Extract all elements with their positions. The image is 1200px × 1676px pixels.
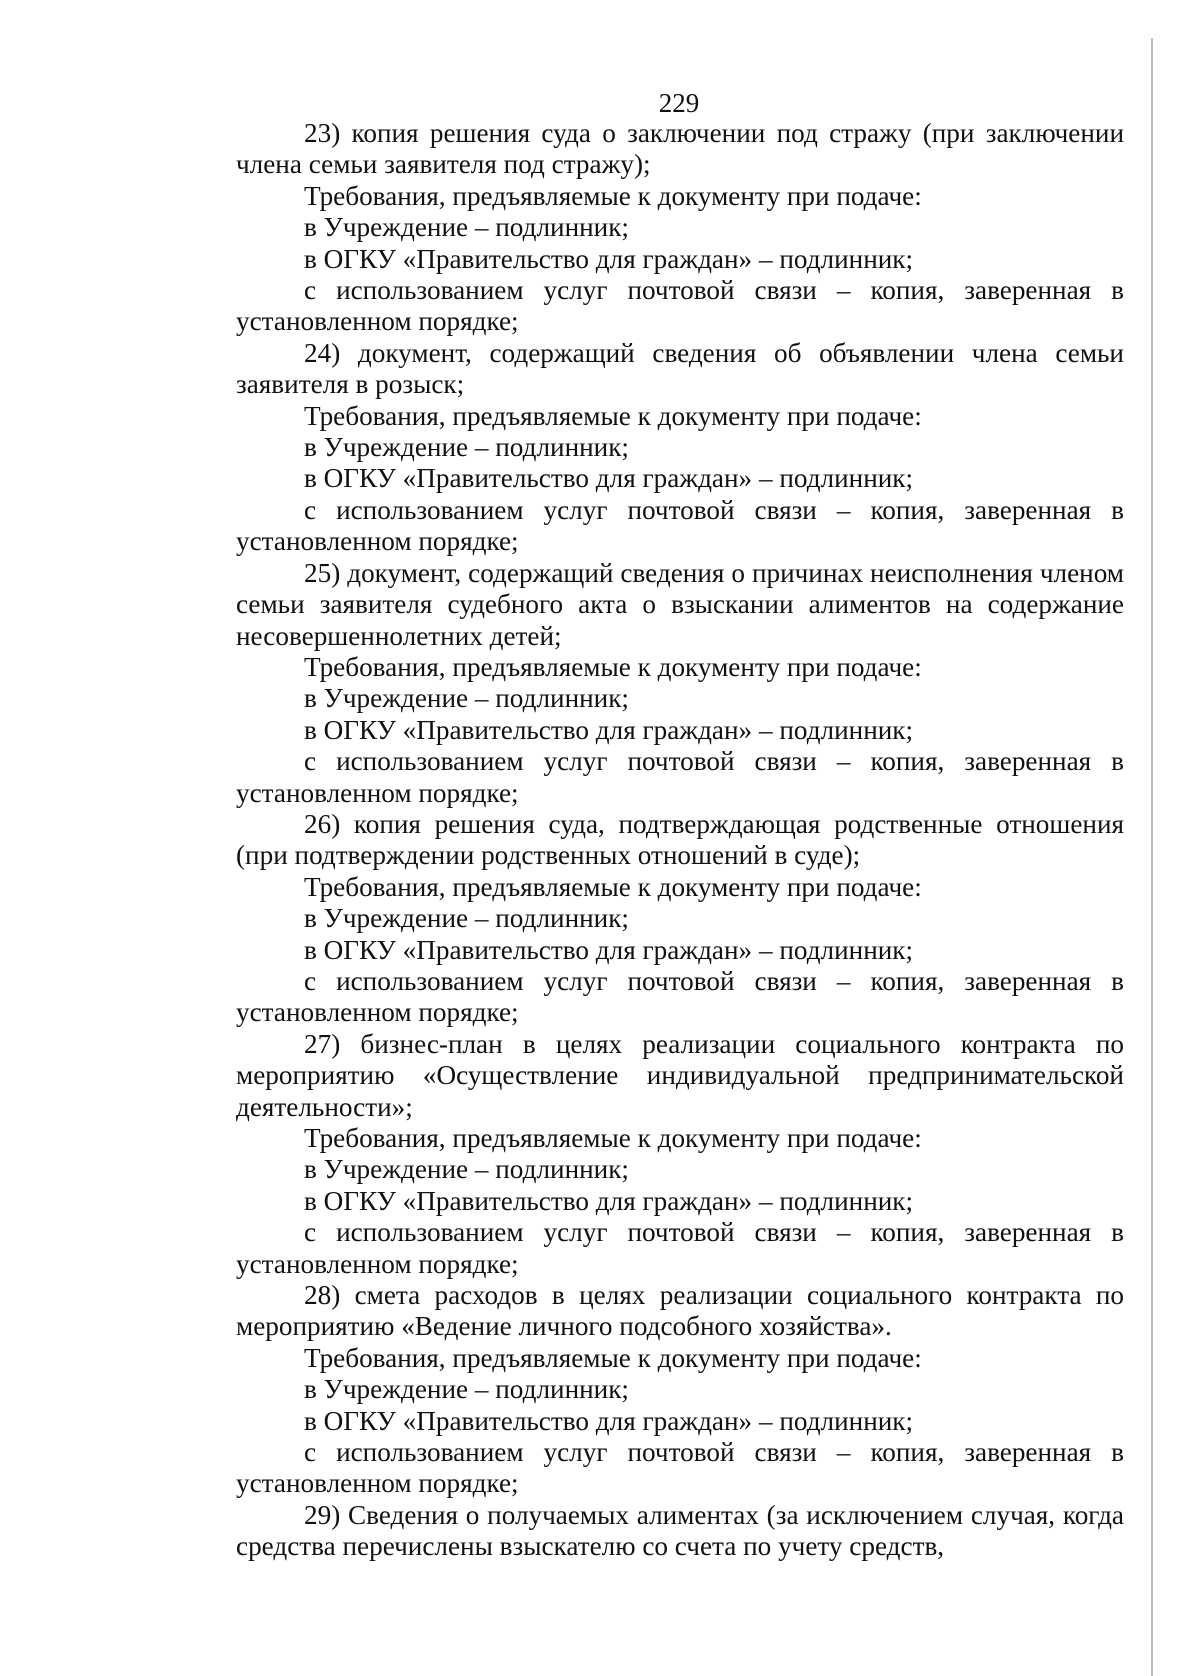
- paragraph: в ОГКУ «Правительство для граждан» – подлинник;: [304, 1185, 914, 1216]
- paragraph: в ОГКУ «Правительство для граждан» – подлинник;: [304, 243, 914, 274]
- paragraph: Требования, предъявляемые к документу при подаче:: [304, 651, 922, 682]
- paragraph: Требования, предъявляемые к документу при подаче:: [304, 180, 922, 211]
- paragraph: 23) копия решения суда о заключении под стражу (при заключении члена семьи заявителя под стражу);: [236, 118, 1124, 180]
- paragraph: 27) бизнес-план в целях реализации социального контракта по мероприятию «Осуществление индивидуальной предпринимательской деятельности»;: [236, 1028, 1124, 1122]
- paragraph: в Учреждение – подлинник;: [304, 1154, 629, 1185]
- paragraph: в Учреждение – подлинник;: [304, 903, 629, 934]
- scan-edge-line: [1151, 38, 1153, 1676]
- paragraph: с использованием услуг почтовой связи – копия, заверенная в установленном порядке;: [236, 1437, 1124, 1499]
- document-body: [236, 118, 1124, 1563]
- paragraph: в Учреждение – подлинник;: [304, 683, 629, 714]
- paragraph: в ОГКУ «Правительство для граждан» – подлинник;: [304, 934, 914, 965]
- paragraph: 24) документ, содержащий сведения об объявлении члена семьи заявителя в розыск;: [236, 337, 1124, 400]
- paragraph: 29) Сведения о получаемых алиментах (за исключением случая, когда средства перечислены взыскателю со счета по учету средств,: [236, 1499, 1124, 1562]
- page-number: 229: [658, 88, 700, 118]
- paragraph: в Учреждение – подлинник;: [304, 212, 629, 243]
- paragraph: в Учреждение – подлинник;: [304, 1374, 629, 1405]
- paragraph: Требования, предъявляемые к документу при подаче:: [304, 400, 922, 431]
- paragraph: 28) смета расходов в целях реализации социального контракта по мероприятию «Ведение личного подсобного хозяйства».: [236, 1280, 1124, 1342]
- paragraph: Требования, предъявляемые к документу при подаче:: [304, 871, 922, 902]
- paragraph: с использованием услуг почтовой связи – копия, заверенная в установленном порядке;: [236, 275, 1124, 337]
- paragraph: в ОГКУ «Правительство для граждан» – подлинник;: [304, 714, 914, 745]
- paragraph: с использованием услуг почтовой связи – копия, заверенная в установленном порядке;: [236, 965, 1124, 1028]
- paragraph: в Учреждение – подлинник;: [304, 432, 629, 463]
- paragraph: Требования, предъявляемые к документу при подаче:: [304, 1342, 922, 1373]
- paragraph: Требования, предъявляемые к документу при подаче:: [304, 1123, 922, 1153]
- paragraph: с использованием услуг почтовой связи – копия, заверенная в установленном порядке;: [236, 746, 1124, 808]
- paragraph: 26) копия решения суда, подтверждающая родственные отношения (при подтверждении родственных отношений в суде);: [236, 808, 1124, 871]
- paragraph: в ОГКУ «Правительство для граждан» – подлинник;: [304, 1405, 914, 1436]
- paragraph: в ОГКУ «Правительство для граждан» – подлинник;: [304, 463, 914, 494]
- paragraph: 25) документ, содержащий сведения о причинах неисполнения членом семьи заявителя судебного акта о взыскании алиментов на содержание несовершеннолетних детей;: [236, 557, 1124, 651]
- paragraph: с использованием услуг почтовой связи – копия, заверенная в установленном порядке;: [236, 494, 1124, 557]
- paragraph: с использованием услуг почтовой связи – копия, заверенная в установленном порядке;: [236, 1217, 1124, 1279]
